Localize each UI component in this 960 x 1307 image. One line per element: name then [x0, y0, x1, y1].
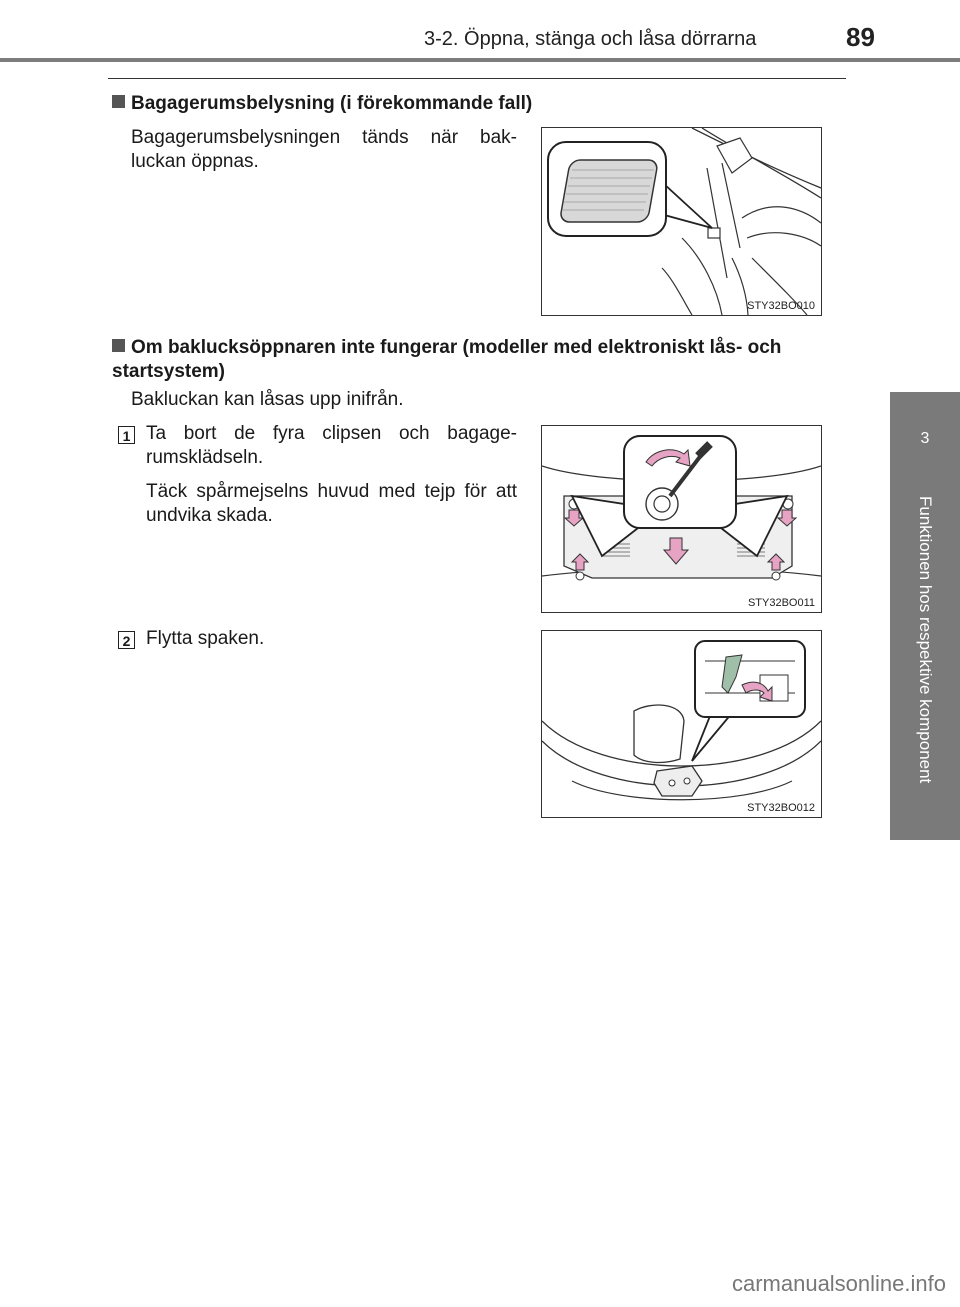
remove-clips-illustration	[542, 426, 821, 612]
section-heading-text: Bagagerumsbelysning (i förekommande fall)	[131, 93, 533, 114]
figure-code: STY32BO011	[747, 597, 815, 609]
section-heading-text: Om baklucksöppnaren inte fungerar (modeller med elektroniskt lås- och startsystem)	[112, 337, 782, 382]
step-2-text: Flytta spaken.	[146, 628, 265, 649]
step-1-note: Täck spårmejselns huvud med tejp för att undvika skada.	[146, 481, 517, 526]
figure-remove-clips	[541, 425, 822, 613]
step-number-badge: 2	[118, 631, 135, 649]
square-bullet-icon	[112, 339, 125, 352]
chapter-side-tab	[890, 392, 960, 840]
figure-move-lever	[541, 630, 822, 818]
tailgate-intro: Bakluckan kan låsas upp inifrån.	[131, 389, 404, 410]
figure-trunk-light	[541, 127, 822, 316]
watermark-text: carmanualsonline.info	[731, 1271, 946, 1296]
figure-code: STY32BO012	[747, 802, 815, 814]
page-number: 89	[846, 22, 875, 52]
step-number-badge: 1	[118, 426, 135, 444]
chapter-title: Funktionen hos respektive komponent	[916, 496, 935, 784]
step-1-text: Ta bort de fyra clipsen och bagage-rumsklädseln.	[146, 423, 517, 468]
trunk-light-description: Bagagerumsbelysningen tänds när bak-luckan öppnas.	[131, 127, 517, 172]
content-top-rule	[108, 78, 846, 79]
running-header-title: 3-2. Öppna, stänga och låsa dörrarna	[424, 28, 757, 50]
square-bullet-icon	[112, 95, 125, 108]
header-rule	[0, 58, 960, 62]
section-heading-tailgate-opener	[112, 336, 852, 384]
chapter-number: 3	[920, 430, 930, 447]
move-lever-illustration	[542, 631, 821, 817]
trunk-light-illustration	[542, 128, 821, 315]
figure-code: STY32BO010	[747, 300, 815, 312]
section-heading-trunk-light	[112, 92, 852, 116]
